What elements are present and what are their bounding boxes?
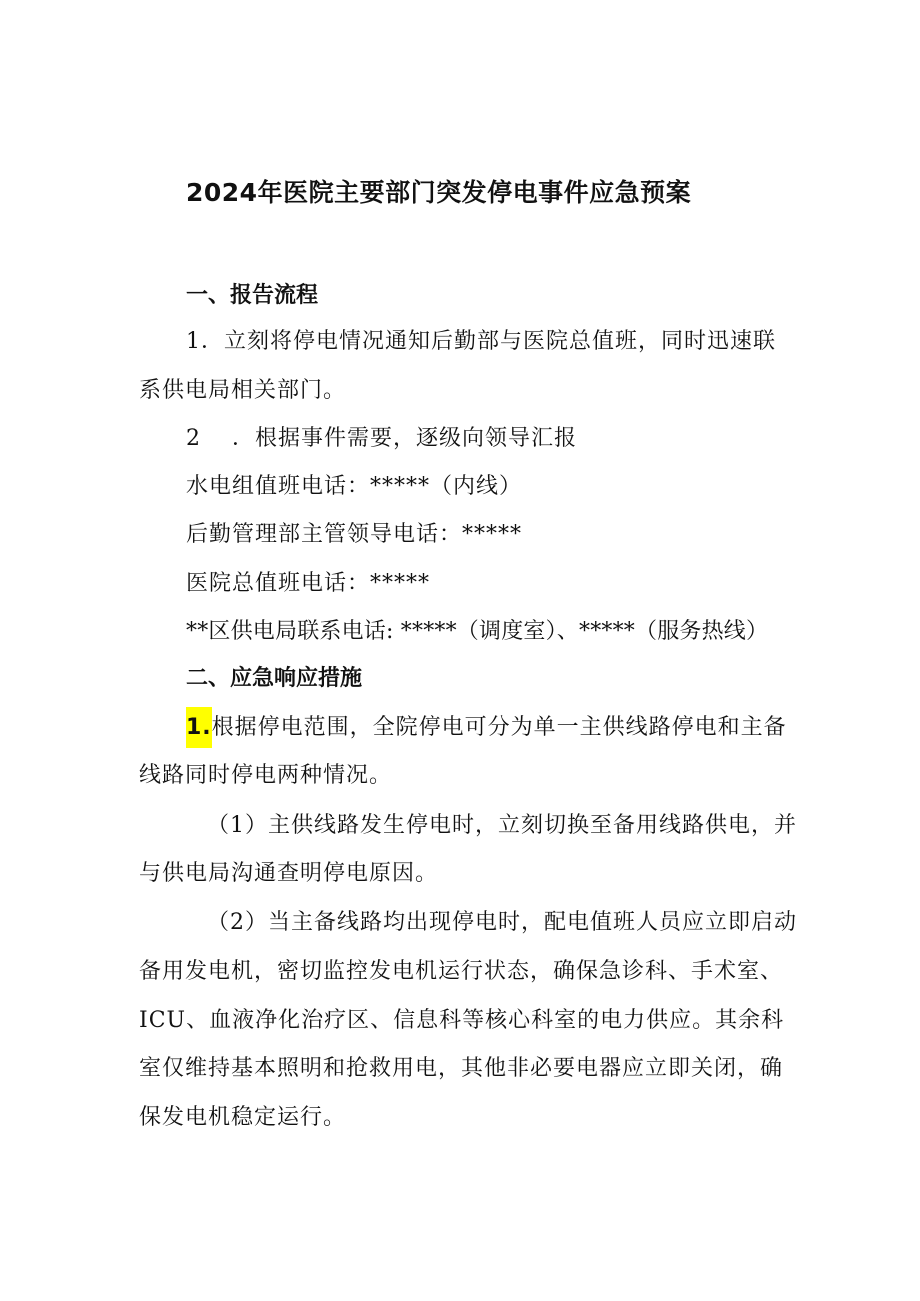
paragraph-line: 室仅维持基本照明和抢救用电，其他非必要电器应立即关闭，确	[139, 1056, 784, 1081]
paragraph-line	[186, 713, 787, 743]
paragraph-line: 系供电局相关部门。	[139, 378, 347, 403]
list-number: 2	[186, 426, 201, 451]
highlighted-number: 1.	[186, 707, 212, 748]
paragraph-line: 备用发电机，密切监控发电机运行状态，确保急诊科、手术室、	[139, 959, 784, 984]
paragraph-line: ICU、血液净化治疗区、信息科等核心科室的电力供应。其余科	[139, 1008, 785, 1033]
list-item	[186, 424, 577, 454]
phone-line: **区供电局联系电话: *****（调度室）、*****（服务热线）	[186, 619, 769, 644]
document-title: 2024年医院主要部门突发停电事件应急预案	[186, 178, 692, 207]
paragraph-line: 线路同时停电两种情况。	[139, 763, 393, 788]
paragraph-text: 根据停电范围，全院停电可分为单一主供线路停电和主备	[211, 715, 787, 740]
paragraph-line: （2）当主备线路均出现停电时，配电值班人员应立即启动	[207, 910, 797, 935]
phone-line: 后勤管理部主管领导电话：*****	[186, 522, 523, 547]
paragraph-line: 与供电局沟通查明停电原因。	[139, 861, 439, 886]
paragraph-line: 保发电机稳定运行。	[139, 1105, 347, 1130]
paragraph-line: 1．立刻将停电情况通知后勤部与医院总值班，同时迅速联	[186, 329, 776, 354]
section-heading-report-process: 一、报告流程	[186, 283, 319, 308]
phone-line: 医院总值班电话：*****	[186, 571, 431, 596]
phone-line: 水电组值班电话：*****（内线）	[186, 474, 523, 499]
list-item-text: ．根据事件需要，逐级向领导汇报	[232, 426, 578, 451]
section-heading-emergency-response: 二、应急响应措施	[186, 666, 363, 691]
paragraph-line: （1）主供线路发生停电时，立刻切换至备用线路供电，并	[207, 813, 797, 838]
